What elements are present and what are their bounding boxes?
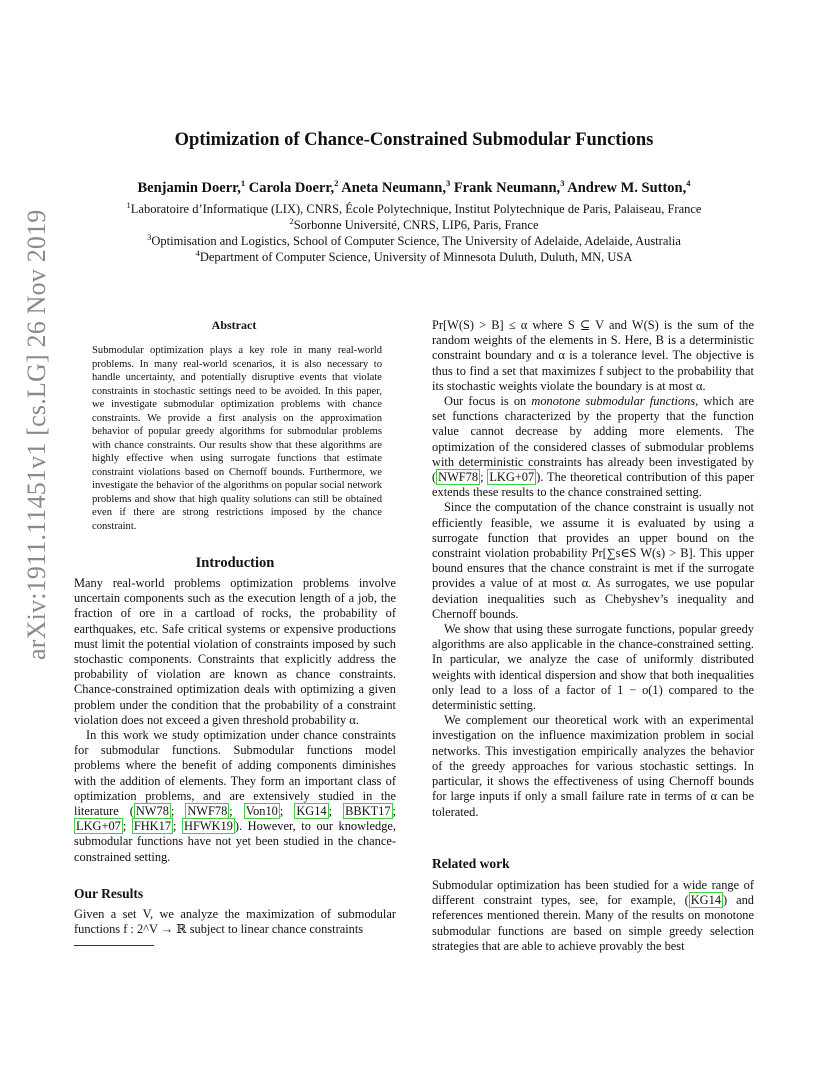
author-aff: 2	[334, 178, 339, 189]
related-work-heading: Related work	[432, 856, 510, 871]
affiliation: $^2$Sorbonne Université, CNRS, LIP6, Paris, France	[289, 215, 539, 232]
author-aff: 3	[445, 178, 451, 189]
citation-link[interactable]: BBKT17	[345, 804, 391, 819]
footnote-rule	[74, 945, 154, 946]
citation-link[interactable]: Von10	[245, 804, 278, 819]
affiliation: $^3$Optimisation and Logistics, School of Computer Science, The University of Adelaide, Adelaide, Australia	[147, 231, 681, 248]
author: Frank Neumann,	[453, 180, 561, 196]
author: Carola Doerr,	[248, 180, 335, 196]
author-aff: 1	[240, 178, 246, 189]
arxiv-stamp: arXiv:1911.11451v1 [cs.LG] 26 Nov 2019	[22, 209, 51, 660]
author: Aneta Neumann,	[341, 180, 446, 196]
citation-link[interactable]: LKG+07	[489, 470, 535, 485]
right-paragraph-1: Our focus is on monotone submodular functions, which are set functions characterized by the property that the function value cannot decrease by adding more elements. The optimization of the considered classes of submodular problems with deterministic constraints has already been investigated by ( NWF78 ; LKG+07 ). The theoretical contribution of this paper extends these results to the chance constrained setting.	[432, 394, 754, 500]
right-paragraph-2: Since the computation of the chance constraint is usually not efficiently feasible, we assume it is evaluated by using a surrogate function that provides an upper bound on the constraint violation probability Pr[∑s∈S W(s) > B]. This upper bound ensures that the chance constraint is met if the surrogate provides a value of at most α. As surrogates, we use popular deviation inequalities such as Chebyshev’s inequality and Chernoff bounds.	[432, 500, 754, 621]
author-aff: 4	[686, 178, 691, 189]
related-work-text	[432, 878, 754, 954]
right-paragraph-4: We complement our theoretical work with an experimental investigation on the influence maximization problem in social networks. This investigation empirically analyzes the behavior of the greedy approaches for various stochastic settings. In particular, it shows the effectiveness of using Chernoff bounds for large inputs if only a small failure rate in terms of α can be tolerated.	[432, 713, 754, 819]
citation-link[interactable]: FHK17	[133, 819, 172, 834]
citation-link[interactable]: KG14	[296, 804, 327, 819]
affiliation: $^4$Department of Computer Science, University of Minnesota Duluth, Duluth, MN, USA	[195, 247, 633, 264]
citation-link[interactable]: KG14	[690, 893, 722, 908]
author: Benjamin Doerr,	[137, 180, 241, 196]
abstract-text: Submodular optimization plays a key role in many real-world problems. In many real-world scenarios, it is also necessary to handle uncertainty, and potentially disruptive events that violate constraints in stochastic settings need to be avoided. In this paper, we investigate submodular optimization problems with chance constraints. We provide a first analysis on the approximation behavior of popular greedy algorithms for submodular problems with chance constraints. Our results show that these algorithms are highly effective when using surrogate functions that estimate constraint violations based on Chernoff bounds. Furthermore, we investigate the behavior of the algorithms on popular social network problems and show that high quality solutions can still be obtained even if there are strong restrictions imposed by the chance constraint.	[92, 345, 382, 532]
author-aff: 3	[560, 178, 565, 189]
right-paragraph-3: We show that using these surrogate functions, popular greedy algorithms are also applicable in the chance-constrained setting. In particular, we analyze the case of uniformly distributed weights with identical dispersion and show that both inequalities only lead to a loss of a factor of 1 − o(1) compared to the deterministic setting.	[432, 622, 754, 713]
citation-link[interactable]: NWF78	[187, 804, 228, 819]
citation-link[interactable]: NWF78	[438, 470, 479, 485]
related-paragraph: Submodular optimization has been studied for a wide range of different constraint types, see, for example, ( KG14 ) and references mentioned therein. Many of the results on monotone submodular functions are based on simple greedy selection strategies that are able to achieve provably the best	[432, 878, 754, 953]
intro-paragraph: Many real-world problems optimization problems involve uncertain components such as the execution length of a job, the fraction of ore in a cartload of rocks, the probability of earthquakes, etc. Safe critical systems or expensive productions must limit the potential violation of constraints imposed by such stochastic components. Constraints that explicitly address the probability of violation are known as chance constraints. Chance-constrained optimization deals with optimizing a given problem under the condition that the probability of a constraint violation does not exceed a given threshold probability α.	[74, 576, 396, 727]
left-column-body	[74, 576, 396, 865]
our-results-text	[74, 907, 396, 937]
author-list	[0, 180, 828, 197]
our-results-paragraph: Given a set V, we analyze the maximization of submodular functions f : 2^V → ℝ subject to linear chance constraints	[74, 907, 396, 937]
introduction-heading: Introduction	[195, 555, 275, 571]
right-paragraph-0: Pr[W(S) > B] ≤ α where S ⊆ V and W(S) is the sum of the random weights of the elements in S. Here, B is a deterministic constraint boundary and α is a tolerance level. The objective is thus to find a set that maximizes f subject to the probability that its stochastic weights violate the boundary is at most α.	[432, 318, 754, 393]
citation-link[interactable]: NW78	[135, 804, 169, 819]
abstract-heading: Abstract	[211, 318, 257, 332]
citation-link[interactable]: HFWK19	[184, 819, 233, 834]
author: Andrew M. Sutton,	[567, 180, 687, 196]
paper-title: Optimization of Chance-Constrained Submodular Functions	[174, 130, 654, 150]
citation-link[interactable]: LKG+07	[76, 819, 121, 834]
affiliation: $^1$Laboratoire d’Informatique (LIX), CNRS, École Polytechnique, Institut Polytechnique de Paris, Palaiseau, France	[126, 199, 702, 216]
right-column-body	[432, 318, 754, 820]
intro-paragraph-2: In this work we study optimization under chance constraints for submodular functions. Submodular functions model problems where the benefit of adding components diminishes with the addition of elements. They form an important class of optimization problems, and are extensively studied in the literature ( NW78 ; NWF78 ; Von10 ; KG14 ; BBKT17 ; LKG+07 ; FHK17 ; HFWK19 ). However, to our knowledge, submodular functions have not yet been studied in the chance-constrained setting.	[74, 728, 396, 864]
our-results-heading: Our Results	[74, 886, 144, 901]
